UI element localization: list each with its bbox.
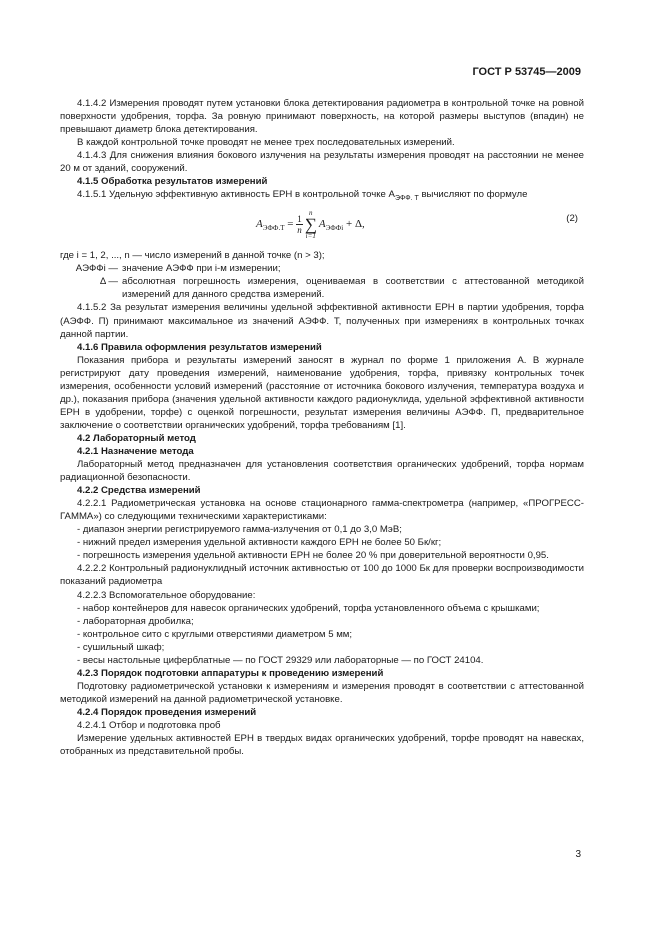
paragraph-4-1-5-1 (60, 188, 584, 205)
heading-4-1-5: 4.1.5 Обработка результатов измерений (77, 176, 268, 188)
formula-number: (2) (566, 213, 578, 225)
paragraph-4-1-5-1-text: 4.1.5.1 Удельную эффективную активность ЕРН в контрольной точке A (77, 189, 395, 201)
paragraph-4-1-5-1-sub: ЭФФ. Т (394, 195, 419, 203)
paragraph-4-2-2-2: 4.2.2.2 Контрольный радионуклидный источник активностью от 100 до 1000 Бк для проверки воспроизводимости показаний радиометра (60, 563, 584, 588)
heading-4-2: 4.2 Лабораторный метод (77, 432, 196, 444)
heading-4-2-2: 4.2.2 Средства измерений (77, 485, 201, 497)
list-item: - набор контейнеров для навесок органических удобрений, торфа установленного объема с крышками; (77, 602, 540, 614)
formula-term: A (318, 218, 326, 231)
list-item: - весы настольные циферблатные — по ГОСТ 29329 или лабораторные — по ГОСТ 24104. (77, 654, 484, 666)
paragraph-4-1-5-2: 4.1.5.2 За результат измерения величины удельной эффективной активности ЕРН в партии удобрения, торфа (AЭФФ. П) принимают максимальное из значений AЭФФ. Т, полученных при измерениях в контрольных точках данной партии. (60, 302, 584, 340)
definition-delta (60, 275, 584, 301)
definition-a-eff-i (60, 262, 584, 275)
formula-denominator: n (297, 225, 302, 236)
heading-4-2-1: 4.2.1 Назначение метода (77, 445, 194, 457)
page-number: 3 (575, 849, 581, 860)
paragraph-results-journal: Показания прибора и результаты измерений заносят в журнал по форме 1 приложения А. В журнале регистрируют дату проведения измерений, наименование удобрения, торфа, привязку контрольных точек измерения, особенности условий измерений (расстояние от источника бокового излучения, температура воздуха и др.), показания прибора (значения удельной активности каждого радионуклида, удельной эффективной активности ЕРН в удобрении, торфе) с оценкой погрешности, результат измерения величины AЭФФ. П, предварительное заключение о соответствии органических удобрений, торфа требованиям [1]. (60, 354, 584, 431)
paragraph-4-1-5-1-end: вычисляют по формуле (418, 189, 528, 201)
paragraph-4-1-4-3: 4.1.4.3 Для снижения влияния бокового излучения на результаты измерения проводят на расстоянии не менее 20 м от зданий, сооружений. (60, 150, 584, 175)
formula-numerator: 1 (297, 214, 302, 225)
list-item: - лабораторная дробилка; (77, 615, 194, 627)
formula-lhs: A (256, 218, 263, 231)
definition-symbol: Δ — (99, 276, 118, 288)
where-clause: где i = 1, 2, ..., n — число измерений в данной точке (n > 3); (60, 250, 325, 262)
list-item: - нижний предел измерения удельной активности каждого ЕРН не более 50 Бк/кг; (77, 537, 442, 549)
heading-4-2-3: 4.2.3 Порядок подготовки аппаратуры к проведению измерений (77, 667, 384, 679)
document-header-gost: ГОСТ Р 53745—2009 (472, 66, 581, 78)
paragraph-4-2-2-1: 4.2.2.1 Радиометрическая установка на основе стационарного гамма-спектрометра (например, «ПРОГРЕСС-ГАММА») со следующими техническими характеристиками: (60, 498, 584, 523)
formula-2 (60, 205, 584, 249)
paragraph-control-point: В каждой контрольной точке проводят не менее трех последовательных измерений. (77, 137, 455, 149)
page-content (60, 97, 584, 758)
formula-sum (305, 209, 317, 240)
definition-symbol: AЭФФi — (75, 263, 118, 275)
formula-sum-bottom: i=1 (305, 232, 316, 241)
formula-sum-sign: ∑ (304, 215, 317, 235)
formula-expression (256, 209, 365, 240)
formula-eq: = (284, 218, 297, 231)
list-item: - сушильный шкаф; (77, 641, 165, 653)
formula-term-sub: ЭФФi (325, 224, 344, 233)
formula-tail: + Δ, (343, 218, 365, 231)
paragraph-4-1-4-2: 4.1.4.2 Измерения проводят путем установки блока детектирования радиометра в контрольной точке на ровной поверхности удобрения, торфа. За ровную принимают поверхность, на которой размеры выступов (впадин) не превышают диаметр блока детектирования. (60, 98, 584, 136)
paragraph-preparation: Подготовку радиометрической установки к измерениям и измерения проводят в соответствии с аттестованной методикой измерений на данной радиометрической установке. (60, 680, 584, 705)
list-item: - погрешность измерения удельной активности ЕРН не более 20 % при доверительной вероятности 0,95. (77, 550, 549, 562)
definition-text: абсолютная погрешность измерения, оцениваемая в соответствии с аттестованной методикой измерений для данного средства измерений. (122, 276, 584, 301)
paragraph-lab-method: Лабораторный метод предназначен для установления соответствия органических удобрений, торфа нормам радиационной безопасности. (60, 459, 584, 484)
definition-text: значение AЭФФ при i-м измерении; (122, 263, 281, 275)
heading-4-2-4: 4.2.4 Порядок проведения измерений (77, 706, 257, 718)
list-item: - контрольное сито с круглыми отверстиями диаметром 5 мм; (77, 628, 353, 640)
formula-sum-top: n (309, 209, 313, 218)
definitions (60, 262, 584, 301)
paragraph-4-2-2-3: 4.2.2.3 Вспомогательное оборудование: (77, 589, 256, 601)
list-item: - диапазон энергии регистрируемого гамма-излучения от 0,1 до 3,0 МэВ; (77, 524, 402, 536)
formula-fraction (296, 214, 303, 235)
paragraph-4-2-4-1: 4.2.4.1 Отбор и подготовка проб (77, 719, 221, 731)
heading-4-1-6: 4.1.6 Правила оформления результатов измерений (77, 341, 322, 353)
formula-lhs-sub: ЭФФ.Т (262, 224, 285, 233)
paragraph-samples: Измерение удельных активностей ЕРН в твердых видах органических удобрений, торфе проводят на навесках, отобранных из представительной пробы. (60, 733, 584, 758)
